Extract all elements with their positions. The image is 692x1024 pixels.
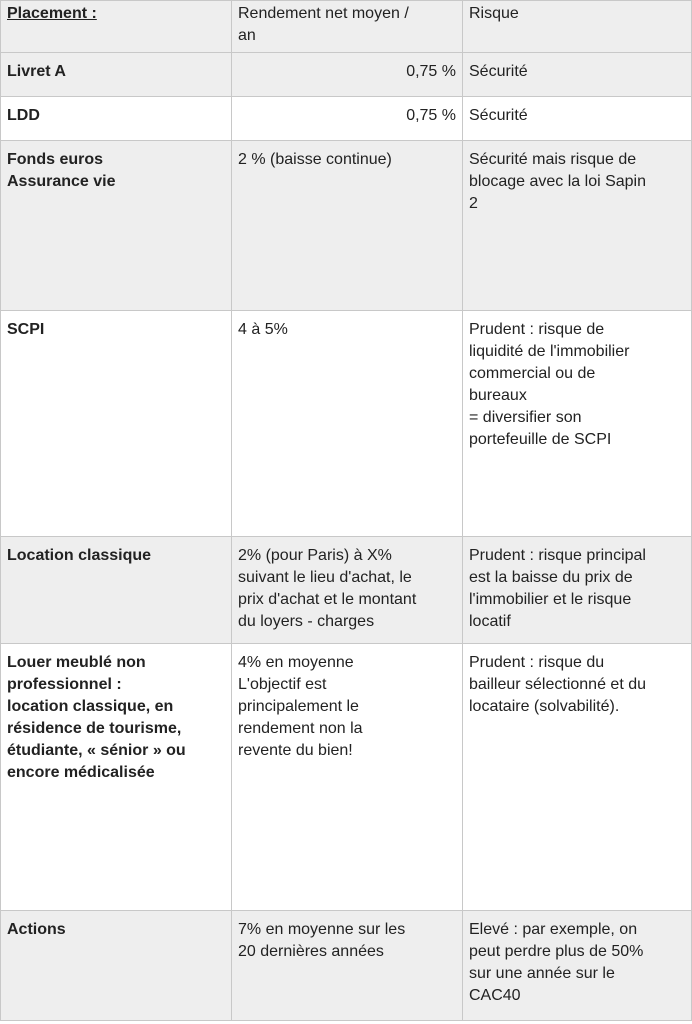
header-rendement-line: an (238, 27, 256, 44)
row-risque-line: CAC40 (469, 987, 521, 1004)
row-rendement-line: 2 % (baisse continue) (238, 151, 392, 168)
row-rendement-line: rendement non la (238, 720, 363, 737)
row-rendement-line: 0,75 % (406, 63, 456, 80)
row-risque-line: sur une année sur le (469, 965, 615, 982)
header-risque (463, 1, 692, 53)
header-placement (1, 1, 232, 53)
row-risque-line: Prudent : risque de (469, 321, 605, 338)
row-name (1, 911, 232, 1021)
row-rendement-line: principalement le (238, 698, 359, 715)
row-risque-line: Sécurité (469, 63, 528, 80)
row-risque-line: 2 (469, 195, 478, 212)
table-row (1, 97, 692, 141)
table-row (1, 141, 692, 311)
row-risque (463, 53, 692, 97)
header-rendement (232, 1, 463, 53)
row-risque (463, 97, 692, 141)
row-name (1, 97, 232, 141)
row-risque-line: = diversifier son (469, 409, 582, 426)
row-risque-line: Elevé : par exemple, on (469, 921, 638, 938)
row-rendement-line: suivant le lieu d'achat, le (238, 569, 412, 586)
row-risque-line: locatif (469, 613, 511, 630)
row-name (1, 644, 232, 911)
row-risque (463, 911, 692, 1021)
row-risque-line: locataire (solvabilité). (469, 698, 620, 715)
row-risque-line: blocage avec la loi Sapin (469, 173, 647, 190)
row-risque-line: portefeuille de SCPI (469, 431, 612, 448)
row-rendement-line: prix d'achat et le montant (238, 591, 417, 608)
row-risque (463, 311, 692, 537)
row-rendement (232, 537, 463, 644)
row-name-line: Louer meublé non (7, 654, 146, 671)
row-risque-line: liquidité de l'immobilier (469, 343, 630, 360)
row-risque (463, 141, 692, 311)
row-risque-line: commercial ou de (469, 365, 596, 382)
table-row (1, 644, 692, 911)
row-name (1, 141, 232, 311)
row-name-line: Assurance vie (7, 173, 116, 190)
row-name-line: Livret A (7, 63, 66, 80)
header-rendement-line: Rendement net moyen / (238, 5, 409, 22)
row-name-line: Actions (7, 921, 66, 938)
row-name-line: Fonds euros (7, 151, 104, 168)
row-rendement (232, 911, 463, 1021)
row-risque (463, 644, 692, 911)
row-name-line: encore médicalisée (7, 764, 155, 781)
row-name-line: location classique, en (7, 698, 174, 715)
row-rendement-line: 4 à 5% (238, 321, 288, 338)
row-rendement-line: 7% en moyenne sur les (238, 921, 406, 938)
table-header-row (1, 1, 692, 53)
row-name (1, 537, 232, 644)
row-risque-line: l'immobilier et le risque (469, 591, 632, 608)
row-rendement-line: 20 dernières années (238, 943, 384, 960)
row-name-line: Location classique (7, 547, 152, 564)
row-rendement (232, 644, 463, 911)
row-rendement (232, 311, 463, 537)
header-risque-label: Risque (469, 5, 519, 22)
row-risque-line: bailleur sélectionné et du (469, 676, 647, 693)
table-row (1, 537, 692, 644)
row-rendement (232, 97, 463, 141)
row-rendement (232, 53, 463, 97)
row-name-line: étudiante, « sénior » ou (7, 742, 186, 759)
row-name (1, 311, 232, 537)
row-rendement (232, 141, 463, 311)
row-rendement-line: L'objectif est (238, 676, 327, 693)
row-risque-line: Sécurité (469, 107, 528, 124)
row-name-line: LDD (7, 107, 40, 124)
row-rendement-line: revente du bien! (238, 742, 353, 759)
row-rendement-line: du loyers - charges (238, 613, 375, 630)
header-placement-label: Placement : (7, 5, 97, 22)
table-row (1, 311, 692, 537)
table-row (1, 53, 692, 97)
row-risque-line: est la baisse du prix de (469, 569, 633, 586)
row-rendement-line: 2% (pour Paris) à X% (238, 547, 392, 564)
row-rendement-line: 4% en moyenne (238, 654, 354, 671)
row-name-line: professionnel : (7, 676, 122, 693)
row-risque-line: Prudent : risque principal (469, 547, 646, 564)
row-risque (463, 537, 692, 644)
row-risque-line: Prudent : risque du (469, 654, 605, 671)
table-row (1, 911, 692, 1021)
row-name-line: SCPI (7, 321, 45, 338)
row-risque-line: Sécurité mais risque de (469, 151, 637, 168)
row-risque-line: peut perdre plus de 50% (469, 943, 644, 960)
row-name-line: résidence de tourisme, (7, 720, 182, 737)
row-risque-line: bureaux (469, 387, 527, 404)
row-rendement-line: 0,75 % (406, 107, 456, 124)
row-name (1, 53, 232, 97)
